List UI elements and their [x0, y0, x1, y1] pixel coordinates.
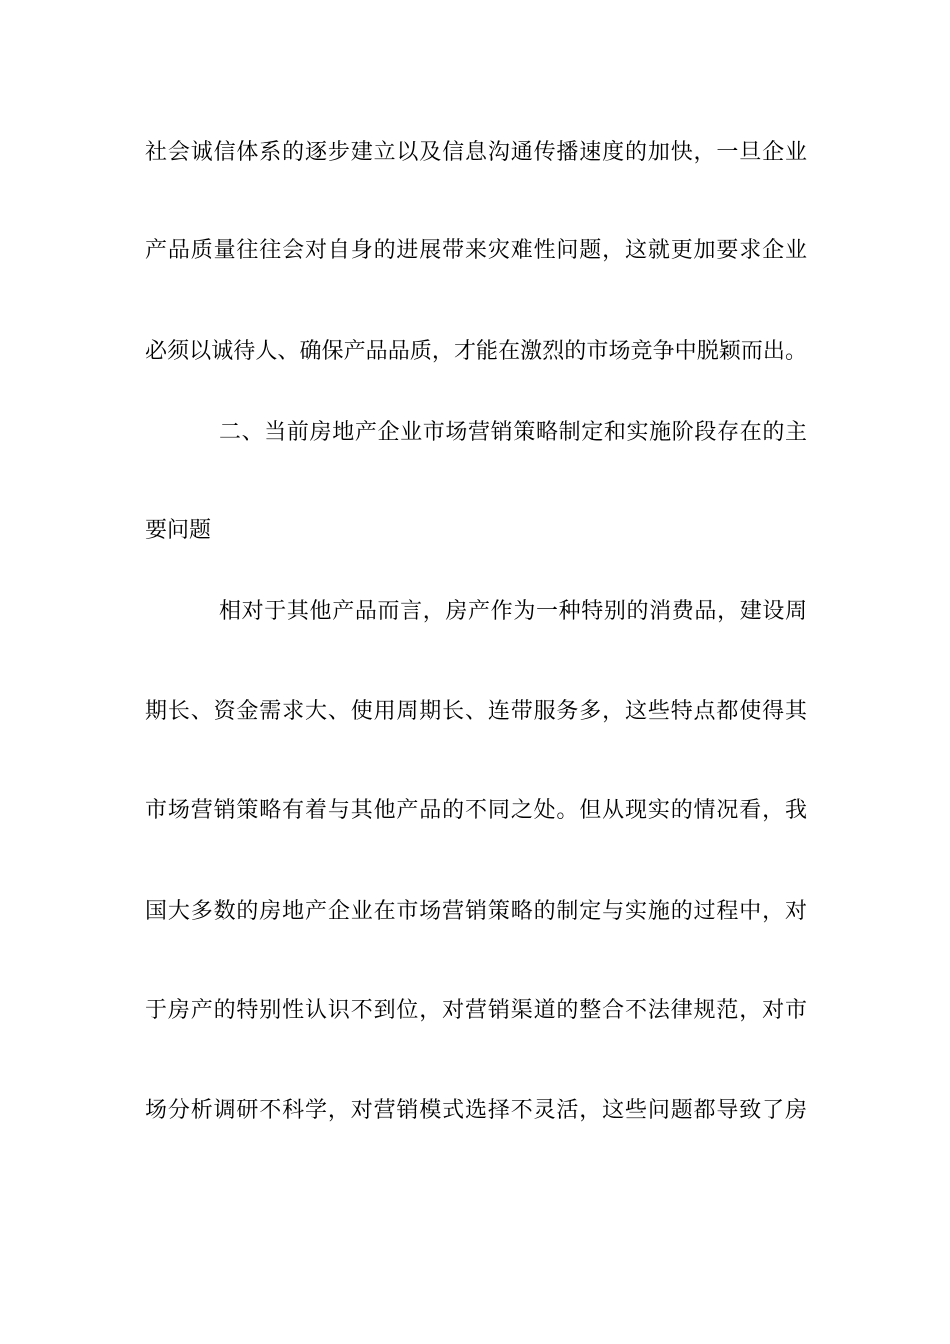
paragraph-line: 场分析调研不科学，对营销模式选择不灵活，这些问题都导致了房 [145, 1098, 807, 1123]
paragraph-line: 社会诚信体系的逐步建立以及信息沟通传播速度的加快，一旦企业 [145, 140, 807, 165]
paragraph-line: 国大多数的房地产企业在市场营销策略的制定与实施的过程中，对 [145, 899, 807, 924]
paragraph-line: 期长、资金需求大、使用周期长、连带服务多，这些特点都使得其 [145, 699, 807, 724]
paragraph-line: 于房产的特别性认识不到位，对营销渠道的整合不法律规范，对市 [145, 998, 807, 1023]
paragraph-line: 相对于其他产品而言，房产作为一种特别的消费品，建设周 [219, 599, 807, 624]
section-heading-line: 二、当前房地产企业市场营销策略制定和实施阶段存在的主 [219, 420, 807, 445]
paragraph-line: 产品质量往往会对自身的进展带来灾难性问题，这就更加要求企业 [145, 238, 807, 263]
section-heading-line: 要问题 [145, 518, 212, 543]
paragraph-line: 市场营销策略有着与其他产品的不同之处。但从现实的情况看，我 [145, 798, 807, 823]
paragraph-line: 必须以诚待人、确保产品品质，才能在激烈的市场竞争中脱颖而出。 [145, 339, 807, 364]
